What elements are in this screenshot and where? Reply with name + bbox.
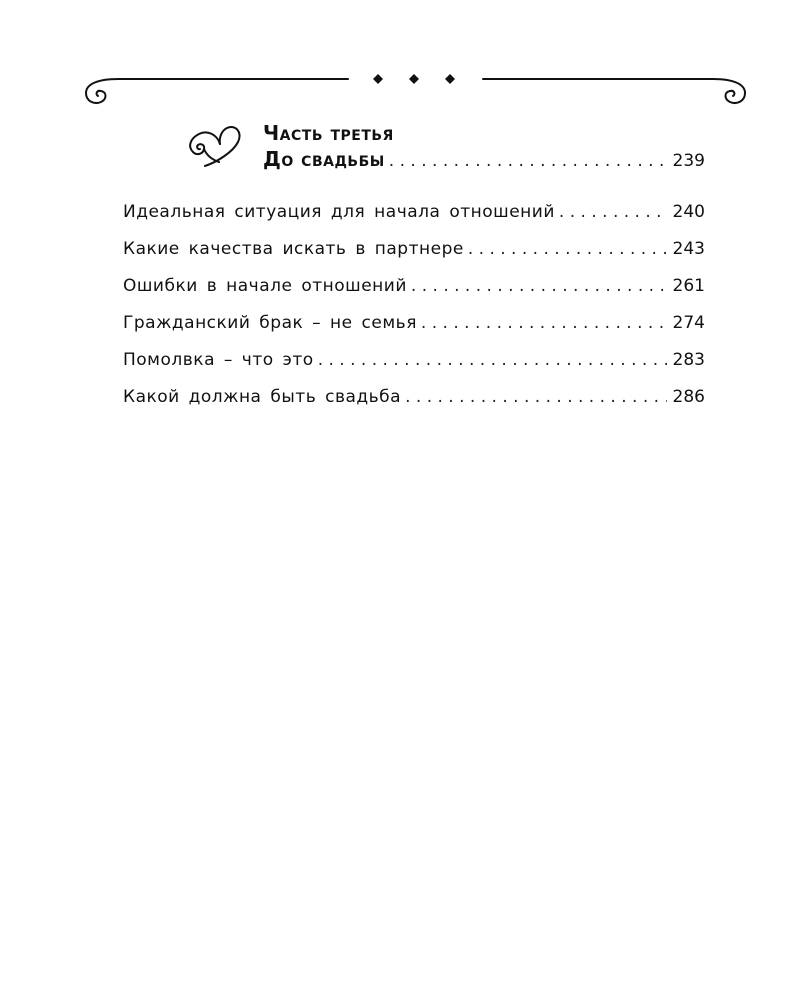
part-title: До свадьбы [263,147,385,171]
toc-item-title: Идеальная ситуация для начала отношений [123,202,555,222]
toc-item-page: 240 [672,202,705,222]
dot-leader [405,384,666,410]
toc-item-page: 243 [672,239,705,259]
toc-item-title: Какой должна быть свадьба [123,387,402,407]
dot-leader [559,199,667,225]
dot-leader [318,347,667,373]
toc-item-title: Гражданский брак – не семья [123,313,417,333]
toc-item-title: Ошибки в начале отношений [123,276,407,296]
dot-leader [468,236,667,262]
heart-swirl-icon [183,122,247,170]
toc-item-page: 283 [672,350,705,370]
toc-item[interactable] [123,310,705,347]
scroll-divider-icon [0,60,800,120]
toc-item-page: 261 [672,276,705,296]
toc-item[interactable] [123,347,705,384]
toc-item-title: Помолвка – что это [123,350,314,370]
toc-item[interactable] [123,199,705,236]
toc-list [123,199,705,421]
dot-leader [421,310,667,336]
part-title-row[interactable] [263,146,705,172]
page-number: 239 [672,151,705,171]
toc-item-title: Какие качества искать в партнере [123,239,464,259]
toc-item[interactable] [123,273,705,310]
toc-item[interactable] [123,236,705,273]
toc-item-page: 286 [672,387,705,407]
part-label: Часть третья [263,121,394,145]
toc-item[interactable] [123,384,705,421]
dot-leader [411,273,667,299]
toc-item-page: 274 [672,313,705,333]
part-header [263,120,705,172]
dot-leader [389,151,667,171]
